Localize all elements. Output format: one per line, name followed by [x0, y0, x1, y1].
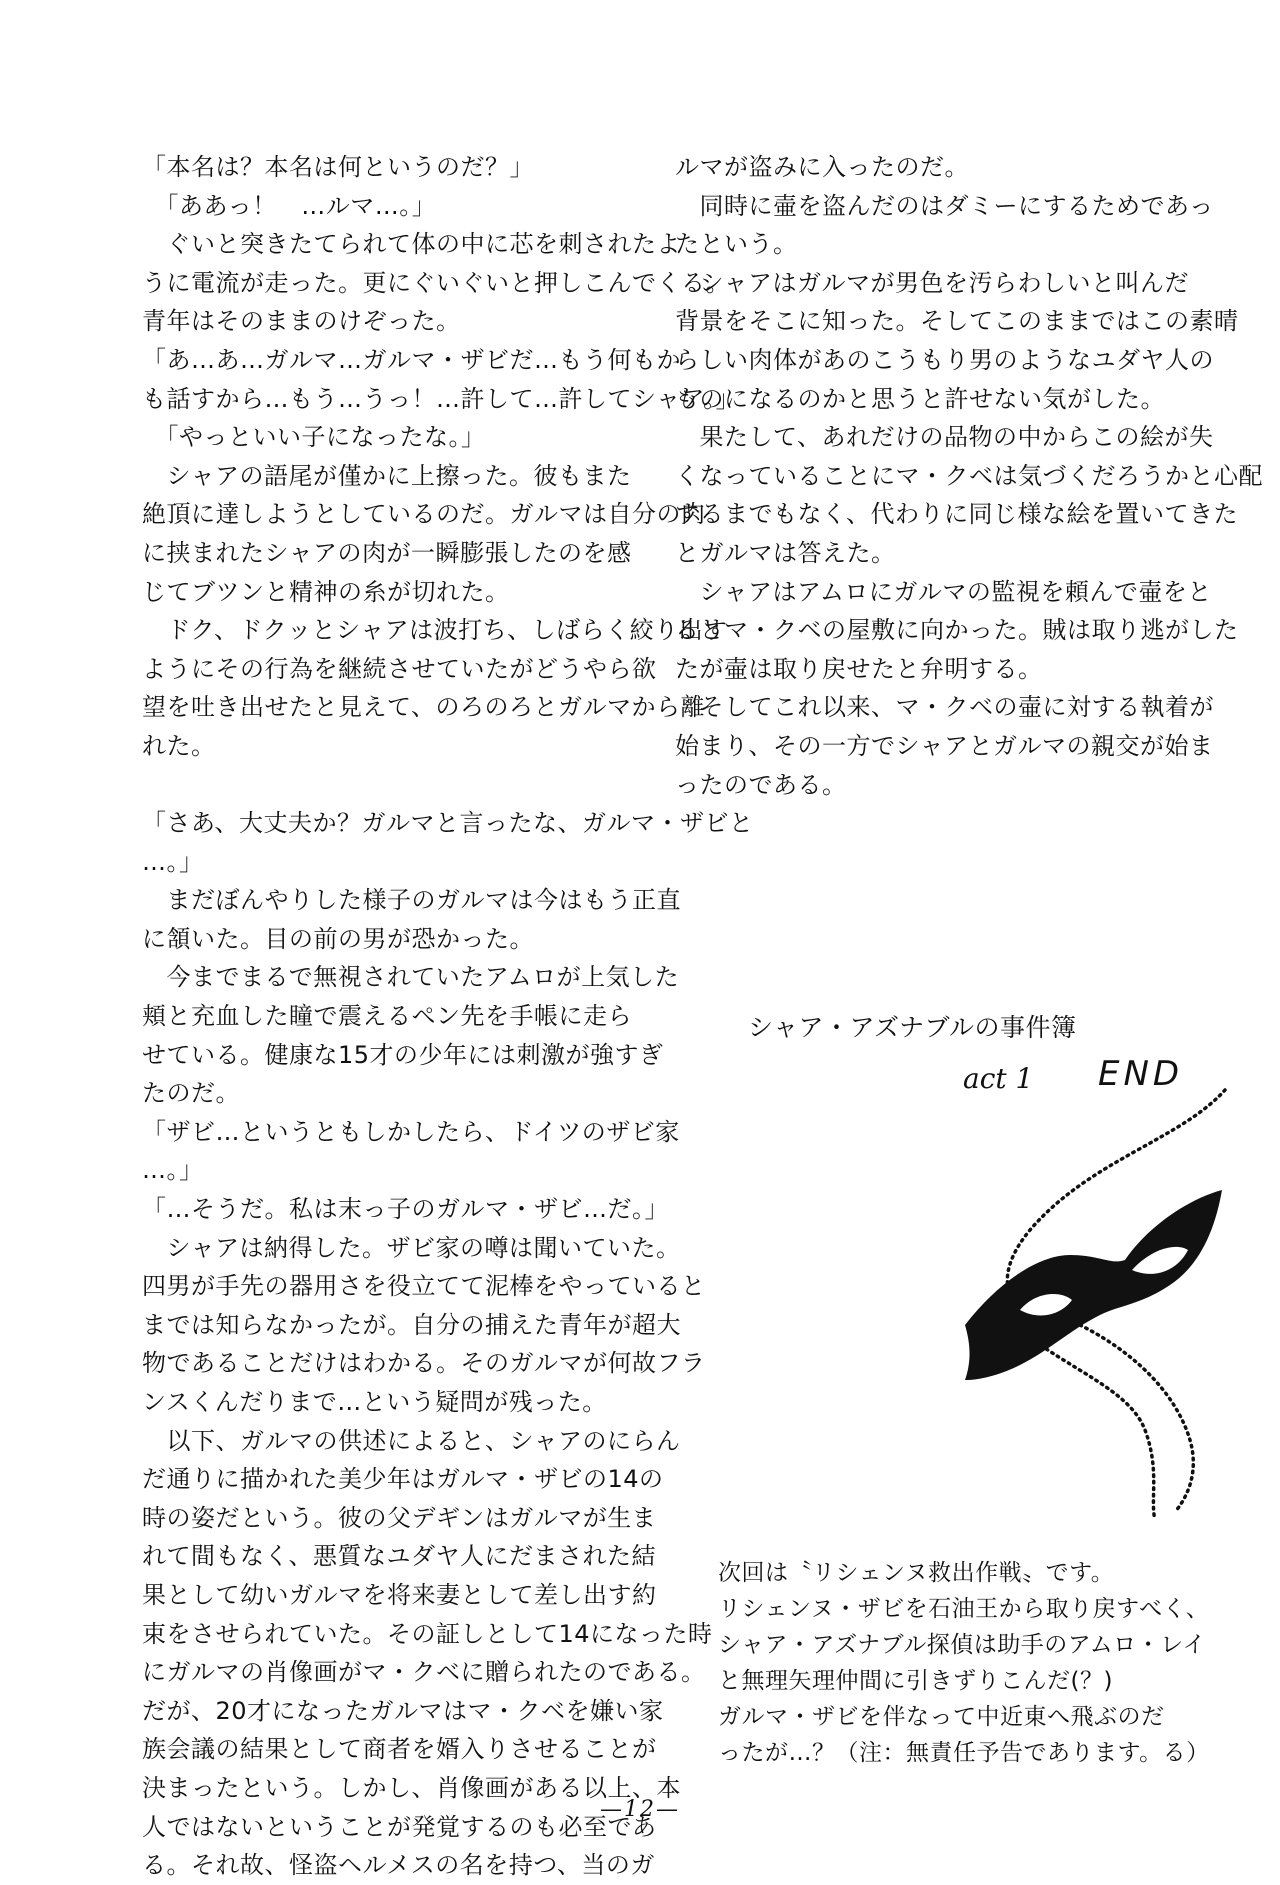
text-line: そしてこれ以来、マ・クベの壷に対する執着が — [675, 693, 1214, 722]
text-line: だ通りに描かれた美少年はガルマ・ザビの14の — [142, 1465, 664, 1494]
text-line: 始まり、その一方でシャアとガルマの親交が始ま — [675, 731, 1214, 760]
right-text-column — [675, 148, 1263, 804]
text-line: ンスくんだりまで…という疑問が残った。 — [142, 1388, 607, 1416]
text-line: 「あ…あ…ガルマ…ガルマ・ザビだ…もう何もか — [142, 345, 681, 374]
text-line: 「本名は？本名は何というのだ？」 — [142, 153, 534, 181]
text-line: ドク、ドクッとシャアは波打ち、しばらく絞り出す — [142, 616, 728, 645]
text-line: ルマが盗みに入ったのだ。 — [675, 153, 969, 181]
text-line: 決まったという。しかし、肖像画がある以上、本 — [142, 1773, 681, 1802]
paragraph-gap — [142, 766, 662, 805]
preview-line: と無理矢理仲間に引きずりこんだ(？) — [718, 1668, 1113, 1694]
text-line: たのだ。 — [142, 1079, 240, 1108]
text-line: 「ザビ…というともしかしたら、ドイツのザビ家 — [142, 1117, 680, 1146]
text-line: るとマ・クベの屋敷に向かった。賊は取り逃がした — [675, 616, 1239, 645]
text-line: じてブツンと精神の糸が切れた。 — [142, 577, 510, 606]
text-line: くなっていることにマ・クベは気づくだろうかと心配 — [675, 461, 1263, 490]
text-line: に挟まれたシャアの肉が一瞬膨張したのを感 — [142, 538, 632, 567]
text-line: シャアはガルマが男色を汚らわしいと叫んだ — [675, 268, 1190, 297]
text-line: たが壷は取り戻せたと弁明する。 — [675, 654, 1043, 683]
series-title: シャア・アズナブルの事件簿 — [748, 1013, 1077, 1042]
text-line: 果として幼いガルマを将来妻として差し出す約 — [142, 1580, 657, 1609]
mask-with-bead-chain-icon — [960, 1080, 1230, 1520]
text-line: 族会議の結果として商者を婿入りさせることが — [142, 1735, 657, 1764]
text-line: とガルマは答えた。 — [675, 538, 896, 567]
text-line: らしい肉体があのこうもり男のようなユダヤ人の — [675, 345, 1214, 374]
text-line: 頬と充血した瞳で震えるペン先を手帳に走ら — [142, 1002, 632, 1031]
text-line: 背景をそこに知った。そしてこのままではこの素晴 — [675, 307, 1239, 336]
text-line: シャアはアムロにガルマの監視を頼んで壷をと — [675, 577, 1212, 606]
text-line: 「やっといい子になったな。」 — [142, 423, 486, 452]
text-line: ぐいと突きたてられて体の中に芯を刺されたよ — [142, 230, 681, 259]
text-line: 四男が手先の器用さを役立てて泥棒をやっていると — [142, 1272, 706, 1301]
text-line: 「さあ、大丈夫か？ガルマと言ったな、ガルマ・ザビと — [142, 809, 754, 838]
page-number: —12— — [600, 1797, 680, 1822]
text-line: 絶頂に達しようとしているのだ。ガルマは自分の肉 — [142, 500, 706, 529]
text-line: シャアの語尾が僅かに上擦った。彼もまた — [142, 461, 632, 490]
text-line: 束をさせられていた。その証しとして14になった時 — [142, 1619, 713, 1648]
text-line: 以下、ガルマの供述によると、シャアのにらん — [142, 1426, 681, 1455]
text-line: 時の姿だという。彼の父デギンはガルマが生ま — [142, 1503, 657, 1532]
text-line: にガルマの肖像画がマ・クベに贈られたのである。 — [142, 1658, 706, 1687]
text-line: 望を吐き出せたと見えて、のろのろとガルマから離 — [142, 693, 706, 722]
left-text-column — [142, 148, 754, 1885]
text-line: 「ああっ！ …ルマ…。」 — [142, 191, 437, 220]
text-line: までは知らなかったが。自分の捕えた青年が超大 — [142, 1310, 681, 1339]
text-line: せている。健康な15才の少年には刺激が強すぎ — [142, 1040, 664, 1069]
text-line: る。それ故、怪盗ヘルメスの名を持つ、当のガ — [142, 1851, 655, 1880]
text-line: 青年はそのままのけぞった。 — [142, 307, 461, 336]
text-line: …。」 — [142, 1156, 204, 1185]
text-line: まだぼんやりした様子のガルマは今はもう正直 — [142, 886, 681, 915]
text-line: れて間もなく、悪質なユダヤ人にだまされた結 — [142, 1542, 657, 1571]
next-episode-preview — [718, 1555, 1238, 1771]
ending-caption — [748, 1010, 1228, 1095]
text-line: シャアは納得した。ザビ家の噂は聞いていた。 — [142, 1233, 681, 1262]
text-line: 「…そうだ。私は末っ子のガルマ・ザビ…だ。」 — [142, 1195, 669, 1224]
preview-line: リシェンヌ・ザビを石油王から取り戻すべく、 — [718, 1596, 1210, 1622]
text-line: うに電流が走った。更にぐいぐいと押しこんでくる。 — [142, 268, 730, 297]
preview-line: ったが…？（注：無責任予告であります。る） — [718, 1740, 1210, 1766]
text-line: 果たして、あれだけの品物の中からこの絵が失 — [675, 423, 1214, 452]
text-line: れた。 — [142, 731, 216, 760]
text-line: …。」 — [142, 847, 204, 876]
text-line: だが、20才になったガルマはマ・クベを嫌い家 — [142, 1696, 664, 1725]
text-line: 人ではないということが発覚するのも必至であ — [142, 1812, 657, 1841]
text-line: ようにその行為を継続させていたがどうやら欲 — [142, 654, 657, 683]
text-line: も話すから…もう…うっ！…許して…許してシャア。」 — [142, 384, 741, 413]
text-line: 同時に壷を盗んだのはダミーにするためであっ — [675, 191, 1214, 220]
text-line: ったのである。 — [675, 770, 847, 799]
text-line: たという。 — [675, 230, 798, 259]
preview-line: ガルマ・ザビを伴なって中近東へ飛ぶのだ — [718, 1704, 1165, 1730]
preview-line: 次回は〝リシェンヌ救出作戦〟です。 — [718, 1560, 1115, 1586]
text-line: するまでもなく、代わりに同じ様な絵を置いてきた — [675, 500, 1239, 529]
text-line: 今までまるで無視されていたアムロが上気した — [142, 963, 680, 992]
act-label: act 1 — [963, 1062, 1034, 1095]
text-line: に頷いた。目の前の男が恐かった。 — [142, 924, 534, 953]
end-label: END — [1098, 1054, 1184, 1094]
text-line: ものになるのかと思うと許せない気がした。 — [675, 384, 1165, 413]
preview-line: シャア・アズナブル探偵は助手のアムロ・レイ — [718, 1632, 1206, 1658]
text-line: 物であることだけはわかる。そのガルマが何故フラ — [142, 1349, 706, 1378]
